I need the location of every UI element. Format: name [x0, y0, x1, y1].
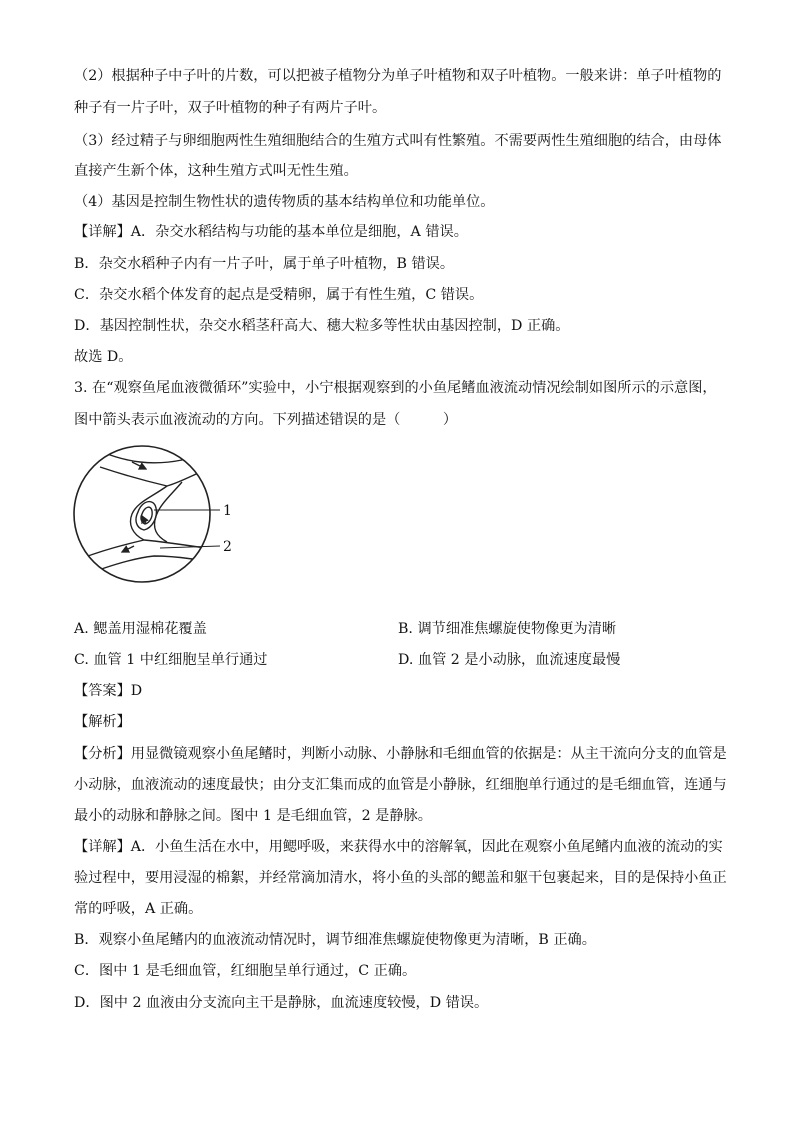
- analysis-line: B．观察小鱼尾鳍内的血液流动情况时，调节细准焦螺旋使物像更为清晰，B 正确。: [74, 932, 596, 948]
- question-stem: 图中箭头表示血液流动的方向。下列描述错误的是（ ）: [74, 412, 458, 428]
- option-a: A. 鳃盖用湿棉花覆盖: [74, 621, 207, 637]
- paragraph: 【详解】A．杂交水稻结构与功能的基本单位是细胞，A 错误。: [74, 224, 468, 240]
- paragraph: 种子有一片子叶，双子叶植物的种子有两片子叶。: [74, 100, 387, 116]
- paragraph: （3）经过精子与卵细胞两性生殖细胞结合的生殖方式叫有性繁殖。不需要两性生殖细胞的结合，由母体: [74, 133, 722, 149]
- analysis-line: C．图中 1 是毛细血管，红细胞呈单行通过，C 正确。: [74, 963, 417, 979]
- paragraph: B．杂交水稻种子内有一片子叶，属于单子叶植物，B 错误。: [74, 256, 455, 272]
- answer: 【答案】D: [74, 683, 143, 699]
- label-1: 1: [223, 503, 232, 519]
- option-d: D. 血管 2 是小动脉，血流速度最慢: [398, 652, 621, 668]
- paragraph: （2）根据种子中子叶的片数，可以把被子植物分为单子叶植物和双子叶植物。一般来讲：单子叶植物的: [74, 68, 722, 84]
- blood-vessel-figure: [72, 442, 272, 602]
- analysis-line: 常的呼吸，A 正确。: [74, 901, 203, 917]
- option-c: C. 血管 1 中红细胞呈单行通过: [74, 652, 268, 668]
- label-2: 2: [223, 539, 232, 555]
- analysis-line: 【分析】用显微镜观察小鱼尾鳍时，判断小动脉、小静脉和毛细血管的依据是：从主干流向分支的血管是: [74, 746, 727, 762]
- analysis-line: D．图中 2 血液由分支流向主干是静脉，血流速度较慢，D 错误。: [74, 995, 489, 1011]
- analysis-title: 【解析】: [74, 714, 131, 730]
- analysis-line: 【详解】A．小鱼生活在水中，用鳃呼吸，来获得水中的溶解氧，因此在观察小鱼尾鳍内血液的流动的实: [74, 839, 723, 855]
- paragraph: D．基因控制性状，杂交水稻茎秆高大、穗大粒多等性状由基因控制，D 正确。: [74, 318, 570, 334]
- option-b: B. 调节细准焦螺旋使物像更为清晰: [398, 621, 617, 637]
- question-stem: 3. 在“观察鱼尾血液微循环”实验中，小宁根据观察到的小鱼尾鳍血液流动情况绘制如图所示的示意图，: [74, 380, 717, 396]
- analysis-line: 小动脉，血液流动的速度最快；由分支汇集而成的血管是小静脉，红细胞单行通过的是毛细血管，连通与: [74, 777, 727, 793]
- paragraph: 直接产生新个体，这种生殖方式叫无性生殖。: [74, 163, 358, 179]
- paragraph: C．杂交水稻个体发育的起点是受精卵，属于有性生殖，C 错误。: [74, 287, 484, 303]
- analysis-line: 最小的动脉和静脉之间。图中 1 是毛细血管，2 是静脉。: [74, 808, 432, 824]
- analysis-line: 验过程中，要用浸湿的棉絮，并经常滴加清水，将小鱼的头部的鳃盖和躯干包裹起来，目的是保持小鱼正: [74, 870, 727, 886]
- paragraph: （4）基因是控制生物性状的遗传物质的基本结构单位和功能单位。: [74, 194, 495, 210]
- paragraph: 故选 D。: [74, 349, 133, 365]
